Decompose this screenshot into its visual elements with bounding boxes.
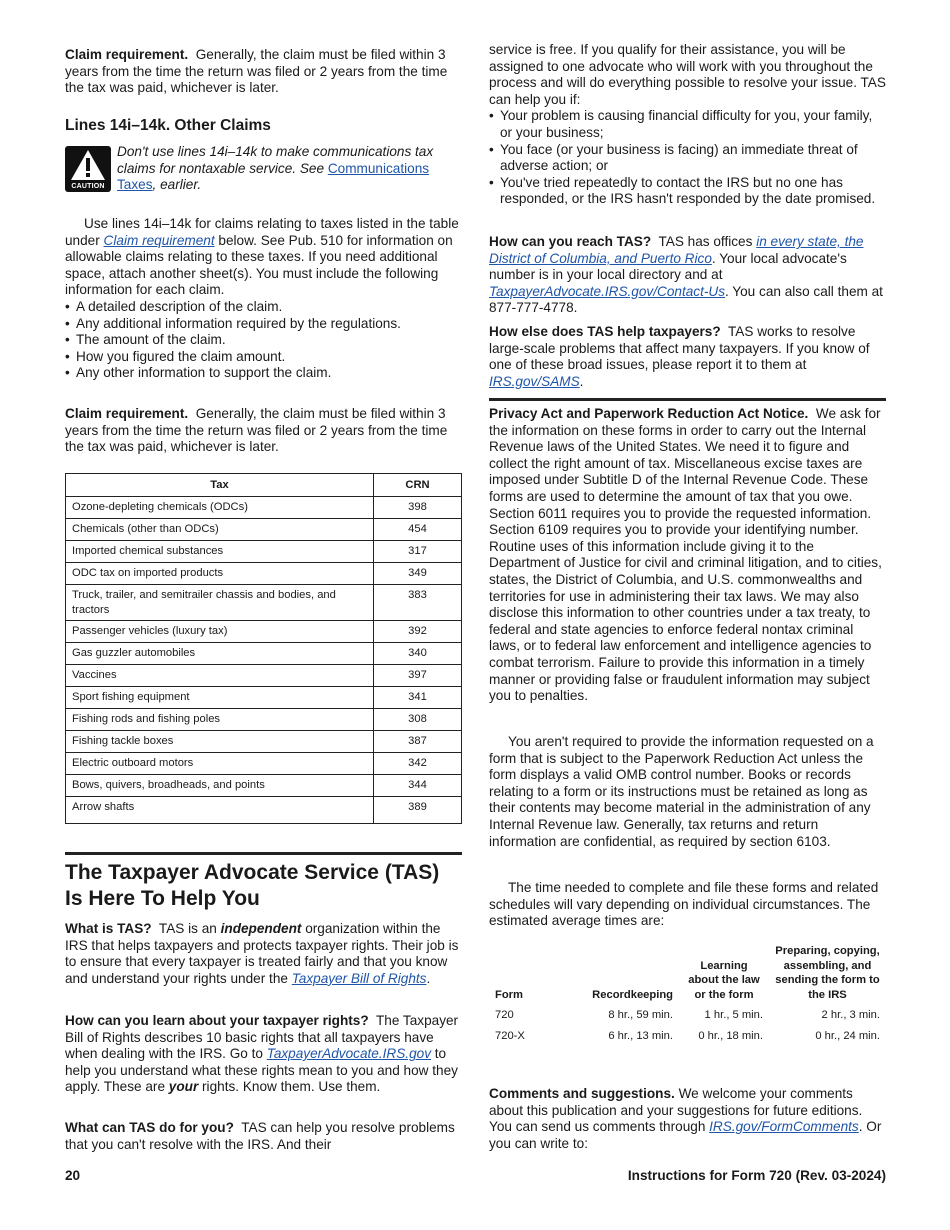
- claim-requirement-paragraph-2: Claim requirement. Generally, the claim must be filed within 3 years from the time the return was filed or 2 years from the time the tax was paid, whichever is later.: [65, 406, 448, 455]
- taxpayer-advocate-link[interactable]: TaxpayerAdvocate.IRS.gov: [266, 1046, 431, 1062]
- list-item: • You've tried repeatedly to contact the IRS but no one has responded, or the IRS hasn't responded by the date promised.: [489, 175, 886, 208]
- lines-14i-14k-heading: Lines 14i–14k. Other Claims: [65, 117, 271, 134]
- list-item: • Your problem is causing financial difficulty for you, your family, or your business;: [489, 108, 886, 141]
- table-row: Ozone-depleting chemicals (ODCs) 398: [66, 497, 462, 519]
- time-needed-paragraph: The time needed to complete and file these forms and related schedules will vary depending on individual circumstances. The estimated average times are:: [489, 880, 879, 929]
- tas-help-list: [489, 108, 886, 208]
- not-required-paragraph: You aren't required to provide the information requested on a form that is subject to the Paperwork Reduction Act unless the form displays a valid OMB control number. Books or records relating to a form or its instructions must be retained as long as their contents may become material in the administration of any Internal Revenue law. Generally, tax returns and return information are confidential, as required by section 6103.: [489, 734, 874, 849]
- column-header-tax: Tax: [66, 474, 374, 497]
- caution-note: CAUTION Don't use lines 14i–14k to make communications tax claims for nontaxable service. See Communications Taxes, earlier.: [65, 144, 462, 194]
- contact-us-link[interactable]: TaxpayerAdvocate.IRS.gov/Contact-Us: [489, 283, 725, 299]
- taxpayer-bill-of-rights-link[interactable]: Taxpayer Bill of Rights: [291, 970, 427, 986]
- reach-tas-paragraph: How can you reach TAS? TAS has offices in every state, the District of Columbia, and Puerto Rico. Your local advocate's number is in your local directory and at TaxpayerAdvocate.IRS.gov/Contact-Us. You can also call them at 877-777-4778.: [489, 234, 883, 316]
- table-row: Fishing tackle boxes 387: [66, 731, 462, 753]
- estimated-times-table: [489, 944, 886, 1046]
- document-title-footer: Instructions for Form 720 (Rev. 03-2024): [627, 1168, 886, 1183]
- form-comments-link[interactable]: IRS.gov/FormComments: [709, 1119, 859, 1135]
- table-row: Sport fishing equipment 341: [66, 687, 462, 709]
- table-row: Truck, trailer, and semitrailer chassis and bodies, and tractors 383: [66, 585, 462, 621]
- offices-link[interactable]: in every state, the District of Columbia, and Puerto Rico: [489, 234, 864, 266]
- list-item: • Any other information to support the claim.: [65, 365, 462, 382]
- table-row: Imported chemical substances 317: [66, 541, 462, 563]
- crn-table-wrap: [65, 473, 462, 824]
- claim-info-list: [65, 299, 462, 382]
- communications-taxes-link[interactable]: Communications Taxes: [117, 160, 430, 193]
- table-row: 720-X 6 hr., 13 min. 0 hr., 18 min. 0 hr., 24 min.: [495, 1029, 880, 1042]
- section-divider: [489, 398, 886, 401]
- table-row: Vaccines 397: [66, 665, 462, 687]
- column-header-form: Form: [495, 988, 523, 1001]
- list-item: • A detailed description of the claim.: [65, 299, 462, 316]
- column-header-recordkeeping: Recordkeeping: [592, 988, 673, 1001]
- claim-requirement-heading: Claim requirement.: [65, 47, 189, 62]
- irs-sams-link[interactable]: IRS.gov/SAMS: [489, 373, 580, 389]
- list-item: • You face (or your business is facing) an immediate threat of adverse action; or: [489, 142, 886, 175]
- what-is-tas-paragraph: What is TAS? TAS is an independent organization within the IRS that helps taxpayers and protects taxpayer rights. Their job is to ensure that every taxpayer is treated fairly and that you know and understand your rights under the Taxpayer Bill of Rights.: [65, 921, 459, 986]
- list-item: • How you figured the claim amount.: [65, 349, 462, 366]
- column-header-learning: Learning about the law or the form: [688, 959, 760, 1001]
- crn-table: [65, 473, 462, 824]
- privacy-act-paragraph: Privacy Act and Paperwork Reduction Act Notice. We ask for the information on these forms in order to carry out the Internal Revenue laws of the United States. We need it to figure and collect the right amount of tax. Miscellaneous excise taxes are imposed under Subtitle D of the Internal Revenue Code. These forms are used to determine the amount of tax that you owe. Section 6011 requires you to provide the requested information. Section 6109 requires you to provide your identifying number. Routine uses of this information include giving it to the Department of Justice for civil and criminal litigation, and to cities, states, the District of Columbia, and U.S. commonwealths and territories for use in administering their tax laws. We may also disclose this information to other countries under a tax treaty, to federal and state agencies to enforce federal nontax criminal laws, or to federal law enforcement and intelligence agencies to combat terrorism. Failure to provide this information in a timely manner or providing false or fraudulent information may subject you to penalties.: [489, 406, 882, 704]
- column-header-preparing: Preparing, copying, assembling, and sending the form to the IRS: [775, 945, 880, 1001]
- list-item: • Any additional information required by the regulations.: [65, 316, 462, 333]
- table-row: Passenger vehicles (luxury tax) 392: [66, 621, 462, 643]
- table-row: Chemicals (other than ODCs) 454: [66, 519, 462, 541]
- times-table-wrap: [489, 944, 886, 1046]
- section-divider: [65, 852, 462, 855]
- else-help-paragraph: How else does TAS help taxpayers? TAS works to resolve large-scale problems that affect many taxpayers. If you know of one of these broad issues, please report it to them at IRS.gov/SAMS.: [489, 324, 870, 389]
- table-row: Fishing rods and fishing poles 308: [66, 709, 462, 731]
- table-row: Bows, quivers, broadheads, and points 344: [66, 775, 462, 797]
- tas-section-title: The Taxpayer Advocate Service (TAS) Is Here To Help You: [65, 861, 440, 910]
- table-row: Electric outboard motors 342: [66, 753, 462, 775]
- table-row: Gas guzzler automobiles 340: [66, 643, 462, 665]
- caution-icon: CAUTION: [65, 146, 111, 192]
- learn-rights-paragraph: How can you learn about your taxpayer rights? The Taxpayer Bill of Rights describes 10 basic rights that all taxpayers have when dealing with the IRS. Go to TaxpayerAdvocate.IRS.gov to help you understand what these rights mean to you and how they apply. These are your rights. Know them. Use them.: [65, 1013, 459, 1095]
- what-can-tas-paragraph: What can TAS do for you? TAS can help you resolve problems that you can't resolve with the IRS. And their: [65, 1120, 455, 1152]
- table-row: Arrow shafts 389: [66, 797, 462, 824]
- list-item: • The amount of the claim.: [65, 332, 462, 349]
- use-lines-paragraph: Use lines 14i–14k for claims relating to taxes listed in the table under Claim requirement below. See Pub. 510 for information on allowable claims relating to these taxes. If you need additional space, attach another sheet(s). You must include the following information for each claim. • A detailed description of the claim. • Any additional information required by the regulations. • The amount of the claim. • How you figured the claim amount. • Any other information to support the claim.: [65, 216, 462, 382]
- table-row: ODC tax on imported products 349: [66, 563, 462, 585]
- column-header-crn: CRN: [374, 474, 462, 497]
- claim-requirement-link[interactable]: Claim requirement: [103, 232, 215, 248]
- comments-paragraph: Comments and suggestions. We welcome your comments about this publication and your suggestions for future editions. You can send us comments through IRS.gov/FormComments. Or you can write to:: [489, 1086, 882, 1151]
- service-free-paragraph: service is free. If you qualify for their assistance, you will be assigned to one advocate who will work with you throughout the process and will do everything possible to resolve your issue. TAS can help you if: • Your problem is causing financial difficulty for you, your family, or your business; • You face (or your business is facing) an immediate threat of adverse action; or • You've tried repeatedly to contact the IRS but no one has responded, or the IRS hasn't responded by the date promised.: [489, 42, 886, 208]
- table-row: 720 8 hr., 59 min. 1 hr., 5 min. 2 hr., 3 min.: [495, 1009, 880, 1021]
- claim-requirement-paragraph-1: Claim requirement. Generally, the claim must be filed within 3 years from the time the return was filed or 2 years from the time the tax was paid, whichever is later.: [65, 47, 448, 96]
- page-number: 20: [65, 1168, 81, 1183]
